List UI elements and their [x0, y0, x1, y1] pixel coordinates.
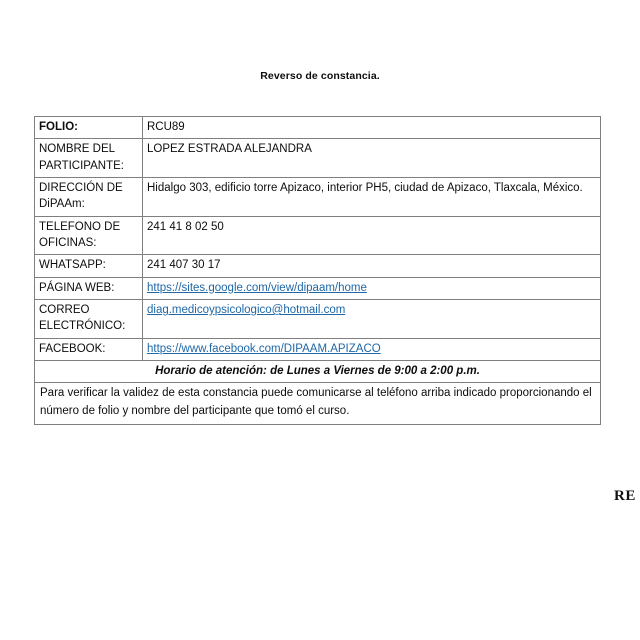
row-label-nombre-participante: NOMBRE DEL PARTICIPANTE:	[35, 139, 143, 178]
table-row	[35, 299, 601, 338]
row-value-pagina-web	[143, 277, 601, 299]
row-label-folio: FOLIO:	[35, 117, 143, 139]
row-value-correo-electronico	[143, 299, 601, 338]
table-row-note	[35, 383, 601, 425]
verification-note-text: Para verificar la validez de esta constancia puede comunicarse al teléfono arriba indicado proporcionando el número de folio y nombre del participante que tomó el curso.	[35, 383, 601, 425]
clipped-margin-text: RE	[614, 488, 636, 504]
page-title: Reverso de constancia.	[260, 70, 380, 82]
row-label-telefono-oficinas: TELEFONO DE OFICINAS:	[35, 216, 143, 255]
row-label-facebook: FACEBOOK:	[35, 338, 143, 360]
row-value-telefono-oficinas: 241 41 8 02 50	[143, 216, 601, 255]
table-row	[35, 117, 601, 139]
office-hours-text: Horario de atención: de Lunes a Viernes de 9:00 a 2:00 p.m.	[35, 360, 601, 382]
table-row	[35, 338, 601, 360]
row-value-folio: RCU89	[143, 117, 601, 139]
table-row	[35, 277, 601, 299]
table-row	[35, 177, 601, 216]
row-value-facebook	[143, 338, 601, 360]
row-value-direccion: Hidalgo 303, edificio torre Apizaco, interior PH5, ciudad de Apizaco, Tlaxcala, México.	[143, 177, 601, 216]
table-row	[35, 255, 601, 277]
row-value-whatsapp: 241 407 30 17	[143, 255, 601, 277]
table-row	[35, 139, 601, 178]
row-label-correo-electronico: CORREO ELECTRÓNICO:	[35, 299, 143, 338]
table-row-hours	[35, 360, 601, 382]
row-value-nombre-participante: LOPEZ ESTRADA ALEJANDRA	[143, 139, 601, 178]
email-link[interactable]: diag.medicoypsicologico@hotmail.com	[147, 303, 346, 316]
website-link[interactable]: https://sites.google.com/view/dipaam/home	[147, 281, 367, 294]
table-body	[35, 117, 601, 425]
row-label-pagina-web: PÁGINA WEB:	[35, 277, 143, 299]
facebook-link[interactable]: https://www.facebook.com/DIPAAM.APIZACO	[147, 342, 381, 355]
row-label-direccion: DIRECCIÓN DE DiPAAm:	[35, 177, 143, 216]
row-label-whatsapp: WHATSAPP:	[35, 255, 143, 277]
table-row	[35, 216, 601, 255]
certificate-info-table	[34, 116, 601, 425]
